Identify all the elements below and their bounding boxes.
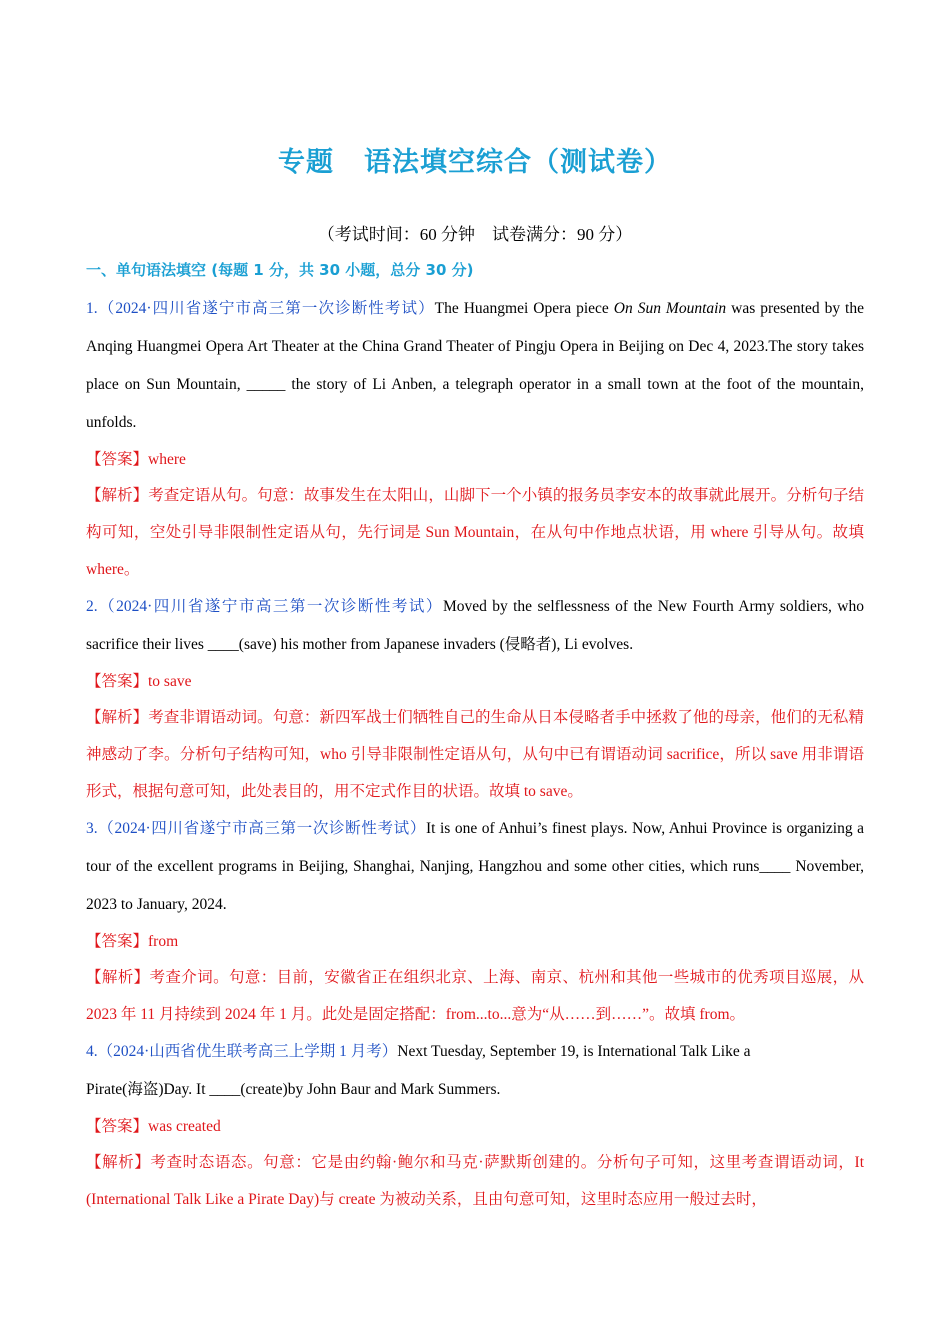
- question-text: Next Tuesday, September 19, is International Talk Like a: [397, 1043, 751, 1060]
- question-source: （2024·四川省遂宁市高三第一次诊断性考试）: [97, 598, 443, 615]
- question-number: 2.: [86, 598, 98, 615]
- explanation-1: 【解析】考查定语从句。句意：故事发生在太阳山，山脚下一个小镇的报务员李安本的故事就此展开。分析句子结构可知，空处引导非限制性定语从句，先行词是 Sun Mountain，在从句中作地点状语，用 where 引导从句。故填 where。: [86, 487, 864, 578]
- title-topic: 专题: [278, 147, 334, 178]
- question-2: [86, 588, 864, 664]
- answer-1: 【答案】where: [86, 451, 186, 468]
- question-3: [86, 810, 864, 924]
- question-text-cont: was presented by the Anqing Huangmei Opera Art Theater at the China Grand Theater of Pingju Opera in Beijing on Dec 4, 2023.The story takes place on Sun Mountain, _____ the story of Li Anben, a telegraph operator in a small town at the foot of the mountain, unfolds.: [86, 300, 864, 431]
- question-text: The Huangmei Opera piece: [434, 300, 614, 317]
- question-text: It is one of Anhui’s finest plays. Now, Anhui Province is organizing a tour of the excellent programs in Beijing, Shanghai, Nanjing, Hangzhou and some other cities, which runs____ November, 2023 to January, 2024.: [86, 820, 864, 913]
- content-body: [86, 256, 864, 1218]
- question-text-cont: Pirate(海盗)Day. It ____(create)by John Baur and Mark Summers.: [86, 1081, 501, 1098]
- question-text: Moved by the selflessness of the New Fourth Army soldiers, who sacrifice their lives ____(save) his mother from Japanese invaders (侵略者), Li evolves.: [86, 598, 864, 653]
- answer-3: 【答案】from: [86, 933, 179, 950]
- section-heading: 一、单句语法填空 (每题 1 分，共 30 小题，总分 30 分): [86, 261, 474, 279]
- exam-info: （考试时间：60 分钟 试卷满分：90 分）: [317, 225, 633, 244]
- question-number: 1.: [86, 300, 98, 317]
- question-source: （2024·四川省遂宁市高三第一次诊断性考试）: [97, 300, 435, 317]
- question-1: [86, 290, 864, 442]
- explanation-3: 【解析】考查介词。句意：目前，安徽省正在组织北京、上海、南京、杭州和其他一些城市的优秀项目巡展，从 2023 年 11 月持续到 2024 年 1 月。此处是固定搭配：from...to...意为“从……到……”。故填 from。: [86, 969, 864, 1023]
- question-number: 4.: [86, 1043, 98, 1060]
- question-number: 3.: [86, 820, 98, 837]
- question-4: [86, 1033, 864, 1109]
- question-text-italic: On Sun Mountain: [613, 300, 727, 317]
- page-title: [0, 140, 950, 179]
- title-main: 语法填空综合（测试卷）: [364, 147, 672, 178]
- question-source: （2024·四川省遂宁市高三第一次诊断性考试）: [97, 820, 426, 837]
- explanation-2: 【解析】考查非谓语动词。句意：新四军战士们牺牲自己的生命从日本侵略者手中拯救了他的母亲，他们的无私精神感动了李。分析句子结构可知，who 引导非限制性定语从句，从句中已有谓语动词 sacrifice，所以 save 用非谓语形式，根据句意可知，此处表目的，用不定式作目的状语。故填 to save。: [86, 709, 864, 800]
- answer-4: 【答案】was created: [86, 1118, 221, 1135]
- explanation-4: 【解析】考查时态语态。句意：它是由约翰·鲍尔和马克·萨默斯创建的。分析句子可知，这里考查谓语动词，It (International Talk Like a Pirate Day)与 create 为被动关系，且由句意可知，这里时态应用一般过去时，: [86, 1154, 864, 1208]
- question-source: （2024·山西省优生联考高三上学期 1 月考）: [97, 1043, 398, 1060]
- answer-2: 【答案】to save: [86, 673, 192, 690]
